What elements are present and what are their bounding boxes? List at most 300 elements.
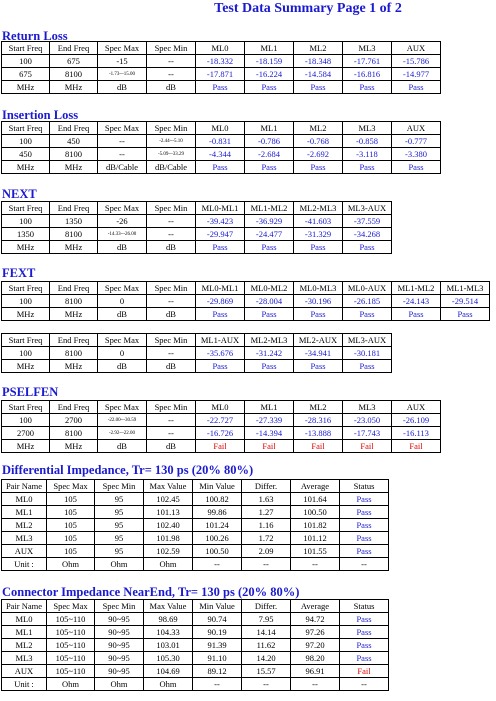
table-row	[2, 360, 392, 373]
table-cell: -39.423	[196, 215, 245, 228]
column-header: ML0	[196, 122, 245, 135]
table-cell: dB	[98, 360, 147, 373]
table-cell: 105	[47, 545, 95, 558]
table-cell: 100.50	[193, 545, 242, 558]
return-loss-table	[1, 41, 441, 94]
fext-title: FEXT	[2, 266, 36, 280]
table-cell: Pass	[343, 360, 392, 373]
column-header: ML0-ML1	[196, 282, 245, 295]
column-header: Max Value	[144, 480, 193, 493]
table-cell: --	[147, 55, 196, 68]
table-cell: dB	[147, 241, 196, 254]
next-title: NEXT	[2, 187, 37, 201]
table-cell: -31.242	[245, 347, 294, 360]
table-cell: 89.12	[193, 665, 242, 678]
table-cell: -34.941	[294, 347, 343, 360]
table-cell: dB	[98, 241, 147, 254]
table-cell: 105~110	[47, 639, 95, 652]
diff-impedance-title: Differential Impedance, Tr= 130 ps (20% 80%)	[2, 463, 254, 477]
table-cell: Pass	[245, 81, 294, 94]
table-cell: -29.869	[196, 295, 245, 308]
column-header: ML2-AUX	[294, 334, 343, 347]
table-header-row	[2, 600, 389, 613]
table-cell: 14.20	[242, 652, 291, 665]
connector-impedance-table	[1, 599, 389, 691]
table-row	[2, 161, 441, 174]
table-cell: -0.831	[196, 135, 245, 148]
column-header: Pair Name	[2, 480, 47, 493]
table-header-row	[2, 122, 441, 135]
table-cell: Fail	[340, 665, 389, 678]
table-row	[2, 347, 392, 360]
table-cell: 105~110	[47, 652, 95, 665]
table-cell: 100	[2, 295, 50, 308]
table-cell: -24.477	[245, 228, 294, 241]
column-header: Max Value	[144, 600, 193, 613]
column-header: AUX	[392, 122, 441, 135]
table-cell: -1.73~-15.00	[98, 68, 147, 81]
table-cell: Ohm	[144, 678, 193, 691]
column-header: Spec Max	[98, 334, 147, 347]
table-cell: -2.684	[245, 148, 294, 161]
page-title: Test Data Summary Page 1 of 2	[214, 1, 402, 16]
table-cell: 95	[95, 506, 144, 519]
insertion-loss-title: Insertion Loss	[2, 108, 79, 122]
fext-table-2	[1, 333, 392, 373]
table-cell: MHz	[2, 308, 50, 321]
table-cell: -4.344	[196, 148, 245, 161]
table-cell: --	[147, 68, 196, 81]
table-cell: 100	[2, 135, 50, 148]
table-cell: -15.786	[392, 55, 441, 68]
table-cell: 7.95	[242, 613, 291, 626]
column-header: End Freq	[50, 334, 98, 347]
table-cell: --	[291, 558, 340, 571]
table-cell: -2.92~-22.00	[98, 427, 147, 440]
table-cell: Fail	[343, 440, 392, 453]
table-cell: 105.30	[144, 652, 193, 665]
column-header: ML3-AUX	[343, 334, 392, 347]
table-cell: 101.55	[291, 545, 340, 558]
table-cell: Pass	[340, 545, 389, 558]
column-header: Spec Min	[95, 480, 144, 493]
table-cell: 100.26	[193, 532, 242, 545]
table-row	[2, 626, 389, 639]
table-cell: MHz	[50, 308, 98, 321]
table-cell: -14.584	[294, 68, 343, 81]
table-cell: ML3	[2, 652, 47, 665]
table-cell: 100	[2, 215, 50, 228]
table-cell: 95	[95, 493, 144, 506]
column-header: Status	[340, 480, 389, 493]
column-header: Average	[291, 480, 340, 493]
column-header: Min Value	[193, 600, 242, 613]
table-cell: -24.143	[392, 295, 441, 308]
table-cell: 100	[2, 414, 50, 427]
table-cell: Pass	[340, 626, 389, 639]
table-cell: Pass	[343, 161, 392, 174]
table-cell: 105~110	[47, 665, 95, 678]
table-cell: Pass	[392, 81, 441, 94]
pselfen-title: PSELFEN	[2, 385, 59, 399]
table-cell: Fail	[196, 440, 245, 453]
table-cell: -2.44~-5.10	[147, 135, 196, 148]
table-row	[2, 613, 389, 626]
table-cell: -0.777	[392, 135, 441, 148]
table-cell: MHz	[50, 161, 98, 174]
column-header: Start Freq	[2, 42, 50, 55]
table-cell: --	[242, 678, 291, 691]
table-cell: -14.33~-26.00	[98, 228, 147, 241]
table-cell: 8100	[50, 295, 98, 308]
table-cell: Pass	[196, 360, 245, 373]
table-cell: 104.69	[144, 665, 193, 678]
table-cell: ML1	[2, 506, 47, 519]
table-cell: 105	[47, 519, 95, 532]
column-header: Min Value	[193, 480, 242, 493]
table-cell: 101.98	[144, 532, 193, 545]
column-header: ML1	[245, 122, 294, 135]
return-loss-title: Return Loss	[2, 29, 68, 43]
table-cell: Pass	[294, 161, 343, 174]
column-header: ML3-AUX	[343, 202, 392, 215]
column-header: Spec Max	[47, 480, 95, 493]
table-row	[2, 241, 392, 254]
column-header: Start Freq	[2, 122, 50, 135]
table-cell: -14.977	[392, 68, 441, 81]
table-cell: 101.24	[193, 519, 242, 532]
table-cell: MHz	[50, 440, 98, 453]
table-cell: -18.332	[196, 55, 245, 68]
table-cell: 101.12	[291, 532, 340, 545]
table-cell: 102.40	[144, 519, 193, 532]
table-cell: 90.19	[193, 626, 242, 639]
table-cell: 2.09	[242, 545, 291, 558]
table-cell: Ohm	[95, 558, 144, 571]
table-cell: 90~95	[95, 639, 144, 652]
table-cell: Pass	[343, 241, 392, 254]
table-cell: -30.181	[343, 347, 392, 360]
table-cell: --	[193, 558, 242, 571]
table-cell: --	[242, 558, 291, 571]
table-header-row	[2, 42, 441, 55]
table-cell: 450	[50, 135, 98, 148]
table-cell: -0.768	[294, 135, 343, 148]
table-row	[2, 440, 441, 453]
column-header: End Freq	[50, 122, 98, 135]
column-header: Differ.	[242, 480, 291, 493]
table-cell: Pass	[343, 308, 392, 321]
column-header: Spec Min	[147, 122, 196, 135]
table-cell: Pass	[196, 81, 245, 94]
table-cell: -22.727	[196, 414, 245, 427]
table-cell: 1.16	[242, 519, 291, 532]
table-cell: Pass	[294, 81, 343, 94]
table-cell: 90~95	[95, 613, 144, 626]
table-cell: -26	[98, 215, 147, 228]
column-header: Spec Min	[147, 42, 196, 55]
column-header: Differ.	[242, 600, 291, 613]
table-cell: MHz	[2, 440, 50, 453]
table-cell: dB/Cable	[147, 161, 196, 174]
table-cell: Fail	[294, 440, 343, 453]
column-header: Average	[291, 600, 340, 613]
table-row	[2, 519, 389, 532]
table-cell: 96.91	[291, 665, 340, 678]
table-cell: -22.00~-30.59	[98, 414, 147, 427]
table-row	[2, 215, 392, 228]
column-header: ML0-ML3	[294, 282, 343, 295]
column-header: Start Freq	[2, 282, 50, 295]
column-header: ML1-ML2	[245, 202, 294, 215]
column-header: Spec Max	[98, 202, 147, 215]
table-cell: -18.159	[245, 55, 294, 68]
column-header: Pair Name	[2, 600, 47, 613]
table-cell: 8100	[50, 347, 98, 360]
table-cell: 0	[98, 295, 147, 308]
table-cell: ML3	[2, 532, 47, 545]
table-cell: Pass	[245, 360, 294, 373]
next-table	[1, 201, 392, 254]
table-cell: --	[340, 678, 389, 691]
table-cell: dB	[98, 440, 147, 453]
column-header: ML0	[196, 42, 245, 55]
table-cell: 90~95	[95, 652, 144, 665]
table-cell: 675	[2, 68, 50, 81]
table-cell: -29.514	[441, 295, 490, 308]
table-cell: Pass	[294, 360, 343, 373]
table-cell: 100.82	[193, 493, 242, 506]
table-cell: -41.603	[294, 215, 343, 228]
table-cell: MHz	[2, 241, 50, 254]
column-header: Spec Min	[147, 334, 196, 347]
column-header: ML1-AUX	[196, 334, 245, 347]
table-cell: 0	[98, 347, 147, 360]
table-cell: -29.947	[196, 228, 245, 241]
table-cell: Unit :	[2, 558, 47, 571]
table-cell: 105	[47, 506, 95, 519]
table-cell: --	[147, 414, 196, 427]
table-cell: Fail	[392, 440, 441, 453]
table-cell: -14.394	[245, 427, 294, 440]
table-cell: 105	[47, 532, 95, 545]
table-cell: Pass	[340, 506, 389, 519]
table-cell: 98.20	[291, 652, 340, 665]
table-row	[2, 558, 389, 571]
column-header: AUX	[392, 42, 441, 55]
column-header: End Freq	[50, 42, 98, 55]
table-row	[2, 68, 441, 81]
table-cell: 102.59	[144, 545, 193, 558]
table-cell: dB/Cable	[98, 161, 147, 174]
table-cell: --	[98, 135, 147, 148]
table-header-row	[2, 282, 490, 295]
table-cell: Ohm	[47, 678, 95, 691]
table-cell: 105~110	[47, 626, 95, 639]
table-cell: 8100	[50, 228, 98, 241]
table-cell: --	[147, 347, 196, 360]
table-cell: Pass	[340, 532, 389, 545]
table-cell: -37.559	[343, 215, 392, 228]
table-row	[2, 414, 441, 427]
column-header: Spec Max	[98, 282, 147, 295]
table-cell: 105	[47, 493, 95, 506]
column-header: ML2-ML3	[294, 202, 343, 215]
table-cell: --	[340, 558, 389, 571]
insertion-loss-table	[1, 121, 441, 174]
table-cell: 97.26	[291, 626, 340, 639]
table-cell: AUX	[2, 545, 47, 558]
table-cell: 15.57	[242, 665, 291, 678]
table-cell: 94.72	[291, 613, 340, 626]
column-header: Spec Min	[147, 401, 196, 414]
table-cell: -34.268	[343, 228, 392, 241]
table-cell: -2.692	[294, 148, 343, 161]
column-header: Start Freq	[2, 202, 50, 215]
table-cell: 2700	[50, 414, 98, 427]
table-cell: ML2	[2, 639, 47, 652]
table-cell: 91.39	[193, 639, 242, 652]
column-header: ML2	[294, 401, 343, 414]
table-cell: MHz	[2, 161, 50, 174]
table-row	[2, 545, 389, 558]
table-cell: Ohm	[95, 678, 144, 691]
table-cell: ML2	[2, 519, 47, 532]
table-cell: -13.888	[294, 427, 343, 440]
table-cell: Pass	[196, 161, 245, 174]
column-header: Spec Min	[95, 600, 144, 613]
column-header: End Freq	[50, 401, 98, 414]
column-header: Spec Min	[147, 202, 196, 215]
table-cell: 1350	[50, 215, 98, 228]
table-row	[2, 295, 490, 308]
connector-impedance-title: Connector Impedance NearEnd, Tr= 130 ps (20% 80%)	[2, 585, 300, 599]
column-header: ML3	[343, 401, 392, 414]
column-header: ML0-ML2	[245, 282, 294, 295]
table-cell: 1.27	[242, 506, 291, 519]
column-header: Start Freq	[2, 401, 50, 414]
table-cell: 103.01	[144, 639, 193, 652]
table-cell: Pass	[392, 308, 441, 321]
table-row	[2, 308, 490, 321]
table-cell: 105~110	[47, 613, 95, 626]
table-cell: -3.380	[392, 148, 441, 161]
table-cell: --	[147, 295, 196, 308]
column-header: Status	[340, 600, 389, 613]
table-cell: Fail	[245, 440, 294, 453]
diff-impedance-table	[1, 479, 389, 571]
table-cell: Pass	[245, 241, 294, 254]
table-cell: -27.339	[245, 414, 294, 427]
table-row	[2, 148, 441, 161]
table-cell: -17.871	[196, 68, 245, 81]
table-cell: MHz	[50, 81, 98, 94]
table-row	[2, 427, 441, 440]
table-cell: 100	[2, 55, 50, 68]
table-cell: MHz	[2, 360, 50, 373]
table-cell: 8100	[50, 68, 98, 81]
column-header: ML2-ML3	[245, 334, 294, 347]
column-header: Start Freq	[2, 334, 50, 347]
table-cell: -16.113	[392, 427, 441, 440]
table-cell: -16.224	[245, 68, 294, 81]
table-cell: dB	[98, 81, 147, 94]
fext-table-1	[1, 281, 490, 321]
table-cell: 90.74	[193, 613, 242, 626]
table-cell: 95	[95, 532, 144, 545]
table-cell: 91.10	[193, 652, 242, 665]
table-cell: 1.72	[242, 532, 291, 545]
table-cell: 450	[2, 148, 50, 161]
table-cell: Unit :	[2, 678, 47, 691]
table-cell: Pass	[340, 639, 389, 652]
table-cell: Pass	[196, 308, 245, 321]
table-row	[2, 678, 389, 691]
table-cell: Ohm	[144, 558, 193, 571]
column-header: Spec Max	[98, 401, 147, 414]
table-cell: 90~95	[95, 665, 144, 678]
table-cell: 101.82	[291, 519, 340, 532]
table-cell: -16.816	[343, 68, 392, 81]
column-header: End Freq	[50, 202, 98, 215]
column-header: ML3	[343, 42, 392, 55]
table-cell: --	[147, 427, 196, 440]
table-cell: -17.743	[343, 427, 392, 440]
table-header-row	[2, 202, 392, 215]
table-cell: dB	[98, 308, 147, 321]
table-cell: 1.63	[242, 493, 291, 506]
table-cell: Pass	[340, 493, 389, 506]
table-cell: -35.676	[196, 347, 245, 360]
table-row	[2, 652, 389, 665]
table-cell: -18.348	[294, 55, 343, 68]
table-cell: -16.726	[196, 427, 245, 440]
column-header: End Freq	[50, 282, 98, 295]
table-cell: 100	[2, 347, 50, 360]
table-row	[2, 135, 441, 148]
table-cell: 95	[95, 545, 144, 558]
table-row	[2, 506, 389, 519]
table-cell: Pass	[245, 161, 294, 174]
table-cell: -26.109	[392, 414, 441, 427]
column-header: Spec Max	[98, 122, 147, 135]
table-cell: 8100	[50, 427, 98, 440]
table-cell: -30.196	[294, 295, 343, 308]
table-cell: Pass	[340, 519, 389, 532]
table-cell: 2700	[2, 427, 50, 440]
table-cell: --	[98, 148, 147, 161]
table-cell: Pass	[294, 241, 343, 254]
table-cell: -31.329	[294, 228, 343, 241]
table-cell: --	[193, 678, 242, 691]
column-header: ML1-ML3	[441, 282, 490, 295]
table-cell: -5.09~-33.29	[147, 148, 196, 161]
table-row	[2, 639, 389, 652]
column-header: ML3	[343, 122, 392, 135]
column-header: ML2	[294, 42, 343, 55]
table-cell: -17.761	[343, 55, 392, 68]
table-cell: 102.45	[144, 493, 193, 506]
table-cell: 14.14	[242, 626, 291, 639]
table-row	[2, 228, 392, 241]
table-cell: 97.20	[291, 639, 340, 652]
table-cell: Pass	[340, 652, 389, 665]
table-cell: Pass	[343, 81, 392, 94]
table-cell: -28.004	[245, 295, 294, 308]
table-cell: 90~95	[95, 626, 144, 639]
table-cell: -36.929	[245, 215, 294, 228]
table-cell: 98.69	[144, 613, 193, 626]
